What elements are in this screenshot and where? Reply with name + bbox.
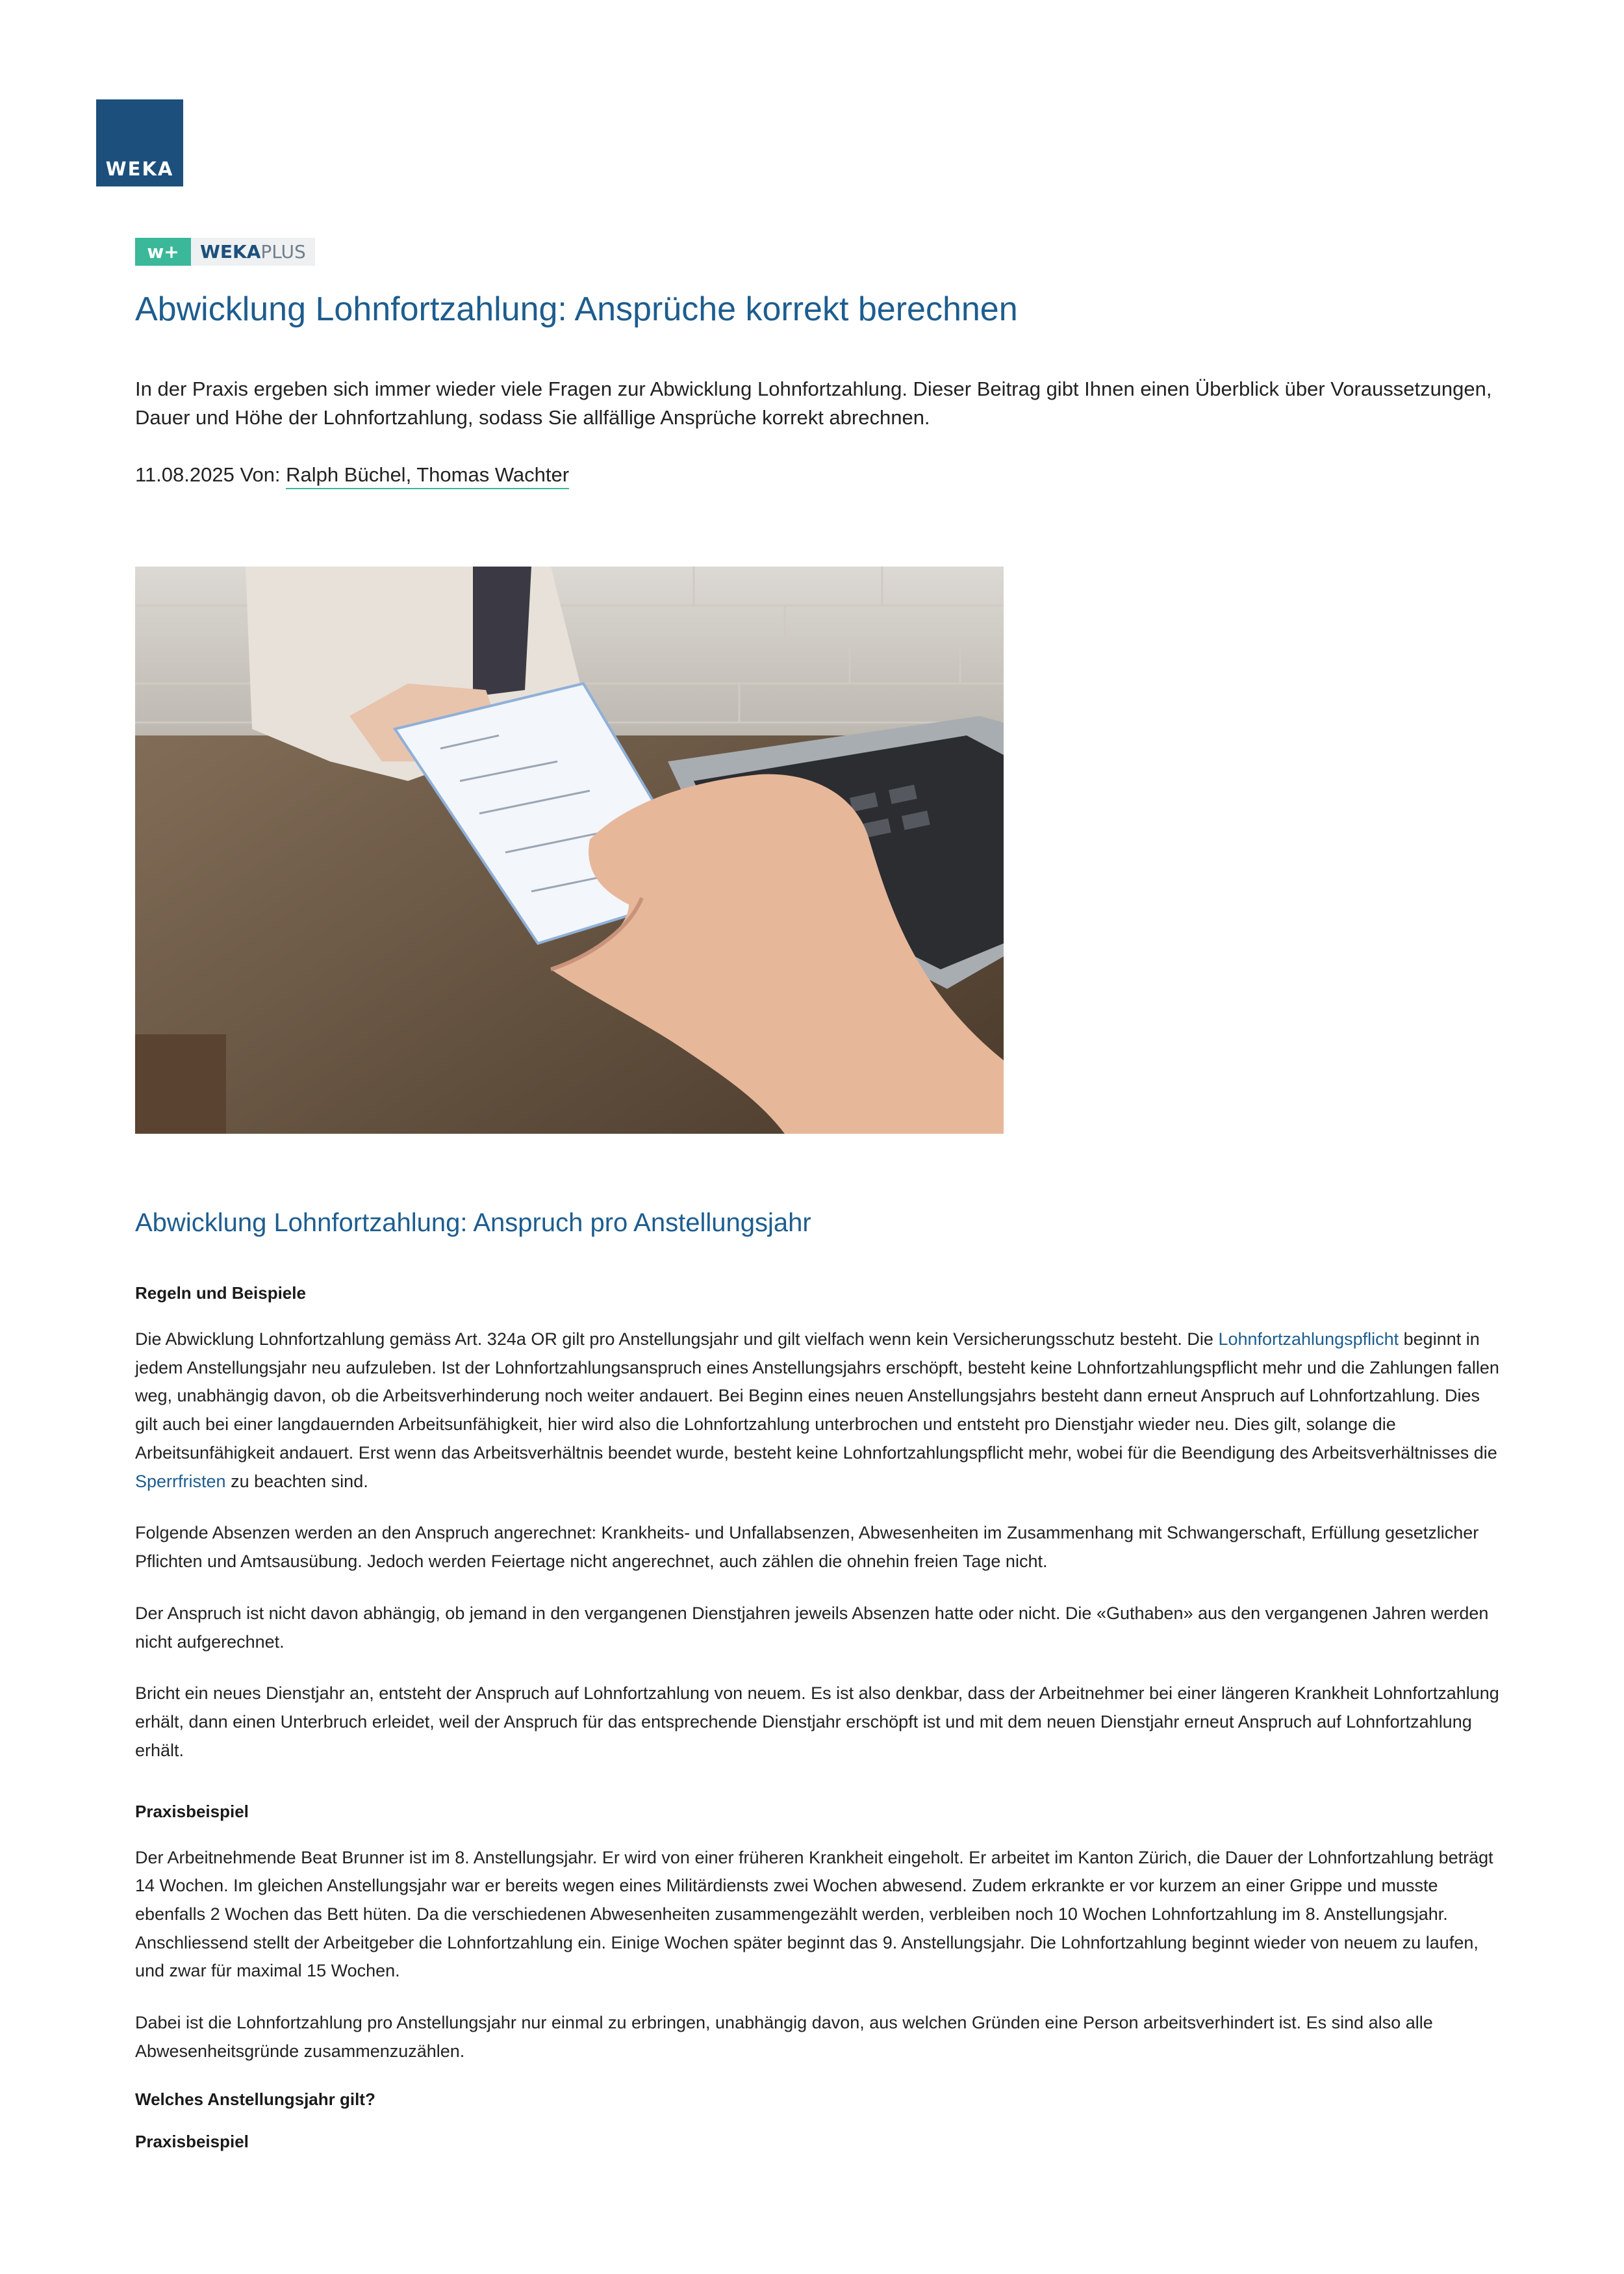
paragraph-4: Bricht ein neues Dienstjahr an, entsteht der Anspruch auf Lohnfortzahlung von neuem. Es ist also denkbar, dass der Arbeitnehmer bei einer längeren Krankheit Lohnfortzahlung erhält, dann einen Unterbruch erleidet, weil der Anspruch für das entsprechende Dienstjahr erschöpft ist und mit dem neuen Dienstjahr erneut Anspruch auf Lohnfortzahlung erhält.	[135, 1683, 1499, 1760]
link-lohnfortzahlungspflicht[interactable]: Lohnfortzahlungspflicht	[1218, 1329, 1399, 1349]
subheading-rules: Regeln und Beispiele	[135, 1283, 306, 1303]
link-sperrfristen[interactable]: Sperrfristen	[135, 1471, 226, 1491]
article-meta	[135, 463, 569, 487]
by-label: Von:	[240, 463, 281, 486]
article-date: 11.08.2025	[135, 463, 235, 486]
paragraph-1-text-c: zu beachten sind.	[225, 1471, 368, 1491]
paragraph-6: Dabei ist die Lohnfortzahlung pro Anstellungsjahr nur einmal zu erbringen, unabhängig davon, aus welchen Gründen eine Person arbeitsverhindert ist. Es sind also alle Abwesenheitsgründe zusammenzuzählen.	[135, 2013, 1433, 2061]
paragraph-1-text-a: Die Abwicklung Lohnfortzahlung gemäss Art. 324a OR gilt pro Anstellungsjahr und gilt vielfach wenn kein Versicherungsschutz besteht. Die	[135, 1329, 1219, 1349]
article-image	[135, 567, 1004, 1134]
paragraph-2: Folgende Absenzen werden an den Anspruch angerechnet: Krankheits- und Unfallabsenzen, Abwesenheiten im Zusammenhang mit Schwangerschaft, Erfüllung gesetzlicher Pflichten und Amtsausübung. Jedoch werden Feiertage nicht angerechnet, auch zählen die ohnehin freien Tage nicht.	[135, 1523, 1479, 1572]
article-body	[135, 1283, 1499, 2174]
wplus-label-weka: WEKA	[200, 241, 261, 262]
wplus-icon: w+	[135, 238, 191, 266]
article-authors-link[interactable]: Ralph Büchel, Thomas Wachter	[286, 463, 569, 489]
wplus-label	[191, 238, 315, 266]
logo-text: WEKA	[105, 158, 174, 180]
subheading-example-2: Praxisbeispiel	[135, 2131, 249, 2151]
wplus-label-plus: PLUS	[260, 241, 306, 262]
cheque-handover-illustration	[135, 567, 1004, 1134]
subheading-example: Praxisbeispiel	[135, 1801, 249, 1821]
paragraph-5: Der Arbeitnehmende Beat Brunner ist im 8. Anstellungsjahr. Er wird von einer früheren Krankheit eingeholt. Er arbeitet im Kanton Zürich, die Dauer der Lohnfortzahlung beträgt 14 Wochen. Im gleichen Anstellungsjahr war er bereits wegen eines Militärdiensts zwei Wochen abwesend. Zudem erkrankte er vor kurzem an einer Grippe und musste ebenfalls 2 Wochen das Bett hüten. Da die verschiedenen Abwesenheiten zusammengezählt werden, verbleiben noch 10 Wochen Lohnfortzahlung im 8. Anstellungsjahr. Anschliessend stellt der Arbeitgeber die Lohnfortzahlung ein. Einige Wochen später beginnt das 9. Anstellungsjahr. Die Lohnfortzahlung beginnt wieder von neuem zu laufen, und zwar für maximal 15 Wochen.	[135, 1847, 1493, 1981]
paragraph-1-text-b: beginnt in jedem Anstellungsjahr neu aufzuleben. Ist der Lohnfortzahlungsanspruch eines Anstellungsjahrs erschöpft, besteht keine Lohnfortzahlungspflicht mehr und die Zahlungen fallen weg, unabhängig davon, ob die Arbeitsverhinderung noch weiter andauert. Bei Beginn eines neuen Anstellungsjahrs besteht dann erneut Anspruch auf Lohnfortzahlung. Dies gilt auch bei einer langdauernden Arbeitsunfähigkeit, hier wird also die Lohnfortzahlung unterbrochen und entsteht pro Dienstjahr wieder neu. Dies gilt, solange die Arbeitsunfähigkeit andauert. Erst wenn das Arbeitsverhältnis beendet wurde, besteht keine Lohnfortzahlungspflicht mehr, wobei für die Beendigung des Arbeitsverhältnisses die	[135, 1329, 1499, 1463]
subheading-which-year: Welches Anstellungsjahr gilt?	[135, 2089, 375, 2109]
article-lead: In der Praxis ergeben sich immer wieder viele Fragen zur Abwicklung Lohnfortzahlung. Dieser Beitrag gibt Ihnen einen Überblick über Voraussetzungen, Dauer und Höhe der Lohnfortzahlung, sodass Sie allfällige Ansprüche korrekt abrechnen.	[135, 377, 1492, 429]
article-title: Abwicklung Lohnfortzahlung: Ansprüche korrekt berechnen	[135, 290, 1018, 328]
weka-logo[interactable]	[96, 99, 183, 186]
section-heading: Abwicklung Lohnfortzahlung: Anspruch pro Anstellungsjahr	[135, 1208, 811, 1237]
weka-plus-badge	[135, 238, 315, 266]
paragraph-1	[135, 1325, 1499, 1496]
paragraph-3: Der Anspruch ist nicht davon abhängig, ob jemand in den vergangenen Dienstjahren jeweils Absenzen hatte oder nicht. Die «Guthaben» aus den vergangenen Jahren werden nicht aufgerechnet.	[135, 1603, 1489, 1652]
